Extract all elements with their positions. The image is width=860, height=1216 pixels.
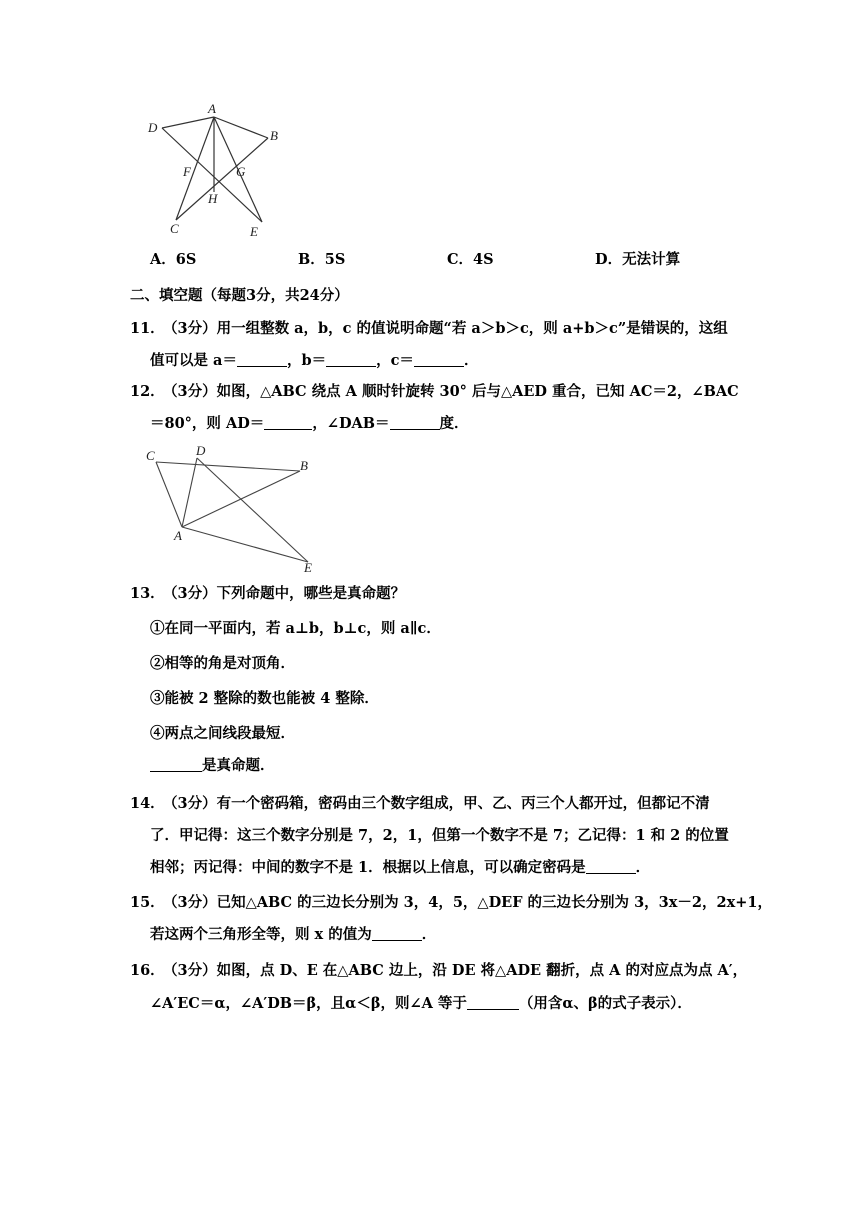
q12-line2-prefix: ＝80°，则 AD＝ (150, 415, 265, 432)
q10-figure (140, 100, 290, 245)
q12-line1: （3分）如图，△ABC 绕点 A 顺时针旋转 30° 后与△AED 重合，已知 AC＝2，∠BAC (163, 383, 739, 400)
q12-line2-mid: ，∠DAB＝ (312, 415, 390, 432)
fig12-label-c: C (146, 448, 155, 463)
q13-line1: （3分）下列命题中，哪些是真命题？ (163, 585, 406, 602)
q13-item-3: ③能被 2 整除的数也能被 4 整除． (150, 690, 379, 707)
q15-answer-blank[interactable] (372, 926, 422, 941)
q11-line2-end: ． (463, 352, 479, 369)
q14-answer-blank[interactable] (586, 859, 636, 874)
fig10-label-f: F (183, 164, 191, 179)
q13-item-4: ④两点之间线段最短． (150, 725, 295, 742)
q12-answer-dab-blank[interactable] (390, 415, 440, 430)
q13-answer-blank[interactable] (150, 757, 202, 772)
q13-number: 13． (130, 585, 165, 602)
q12-line2-end: 度． (439, 415, 469, 432)
q11-line2-c: ，c＝ (376, 352, 414, 369)
q12-number: 12． (130, 383, 165, 400)
q11-answer-a-blank[interactable] (237, 352, 287, 367)
q15-number: 15． (130, 894, 165, 911)
fig12-label-e: E (304, 560, 312, 575)
q13-item-2: ②相等的角是对顶角． (150, 655, 295, 672)
q11-line2 (150, 351, 478, 371)
q15-line1: （3分）已知△ABC 的三边长分别为 3，4，5，△DEF 的三边长分别为 3，3x－2，2x+1， (163, 894, 772, 911)
q11-answer-c-blank[interactable] (414, 352, 464, 367)
q14-line2: 了．甲记得：这三个数字分别是 7，2，1，但第一个数字不是 7；乙记得：1 和 2 的位置 (150, 827, 729, 844)
q14-line1: （3分）有一个密码箱，密码由三个数字组成，甲、乙、丙三个人都开过，但都记不清 (163, 795, 710, 812)
fig12-label-a: A (174, 528, 182, 543)
q16-number: 16． (130, 962, 165, 979)
fig10-label-c: C (170, 221, 179, 236)
q16-line1: （3分）如图，点 D、E 在△ABC 边上，沿 DE 将△ADE 翻折，点 A 的对应点为点 A′， (163, 962, 748, 979)
q15-line2-end: ． (421, 926, 437, 943)
q16-line2-end: （用含α、β的式子表示）． (518, 995, 692, 1012)
q13-tail-line (150, 756, 275, 776)
q16-line2 (150, 994, 692, 1014)
section-heading: 二、填空题（每题3分，共24分） (130, 287, 349, 304)
q10-option-d: D．无法计算 (595, 251, 681, 268)
q10-option-c: C．4S (447, 251, 494, 268)
q16-line2-prefix: ∠A′EC＝α，∠A′DB＝β，且α＜β，则∠A 等于 (150, 995, 467, 1012)
q13-item-1: ①在同一平面内，若 a⊥b，b⊥c，则 a∥c． (150, 620, 441, 637)
q14-line3-prefix: 相邻；丙记得：中间的数字不是 1．根据以上信息，可以确定密码是 (150, 859, 586, 876)
q12-figure (140, 440, 340, 580)
q12-answer-ad-blank[interactable] (264, 415, 312, 430)
fig12-label-b: B (300, 458, 308, 473)
q13-tail: 是真命题． (202, 757, 275, 774)
fig10-label-e: E (250, 224, 258, 239)
fig10-label-h: H (208, 191, 218, 206)
fig10-label-d: D (148, 120, 158, 135)
fig10-label-a: A (208, 101, 216, 116)
q15-line2 (150, 925, 436, 945)
q14-line3 (150, 858, 650, 878)
q12-line2 (150, 414, 469, 434)
q15-line2-prefix: 若这两个三角形全等，则 x 的值为 (150, 926, 372, 943)
fig10-label-b: B (270, 128, 278, 143)
fig12-label-d: D (196, 443, 206, 458)
fig10-label-g: G (236, 164, 246, 179)
q11-answer-b-blank[interactable] (326, 352, 376, 367)
q14-line3-end: ． (635, 859, 651, 876)
q10-option-b: B．5S (298, 251, 346, 268)
q11-line1: （3分）用一组整数 a，b，c 的值说明命题“若 a＞b＞c，则 a+b＞c”是错误的，这组 (163, 320, 728, 337)
q14-number: 14． (130, 795, 165, 812)
q10-option-a: A．6S (150, 251, 197, 268)
q16-answer-blank[interactable] (467, 995, 519, 1010)
q11-line2-prefix: 值可以是 a＝ (150, 352, 237, 369)
q11-line2-b: ，b＝ (286, 352, 327, 369)
q11-number: 11． (130, 320, 165, 337)
